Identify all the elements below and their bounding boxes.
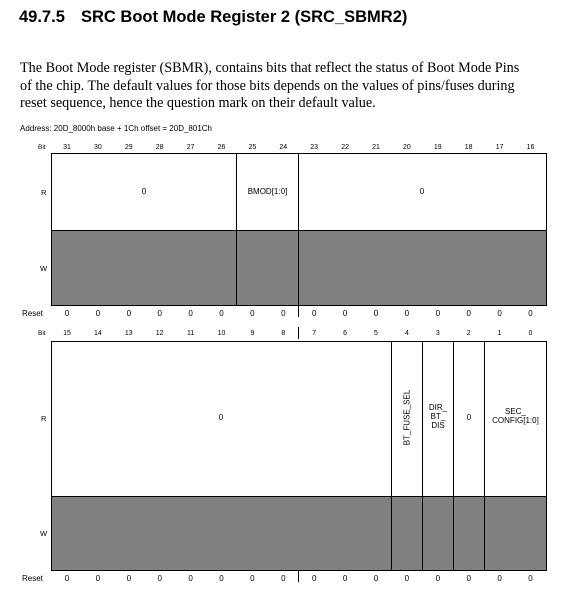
reset-value: 0 xyxy=(497,309,502,318)
sec-config-line: CONFIG[1:0] xyxy=(492,416,539,425)
section-heading xyxy=(19,8,407,27)
bit-number: 0 xyxy=(528,330,533,337)
write-dir-bt-dis xyxy=(422,496,454,571)
bit-number: 18 xyxy=(464,144,473,151)
reset-value: 0 xyxy=(95,309,101,318)
reserved-value: 0 xyxy=(218,413,224,422)
bit-number: 30 xyxy=(93,144,102,151)
sec-config-label xyxy=(484,407,547,425)
reset-value: 0 xyxy=(311,309,317,318)
reset-value: 0 xyxy=(157,574,162,583)
bit-number: 21 xyxy=(372,144,380,151)
dir-bt-dis-line: BT_ xyxy=(430,412,446,421)
reset-value: 0 xyxy=(64,309,70,318)
reserved-value: 0 xyxy=(141,187,147,196)
bit-row-label: Bit xyxy=(38,330,46,337)
register-address: Address: 20D_8000h base + 1Ch offset = 20D_801Ch xyxy=(20,124,212,133)
half-divider-tick xyxy=(298,570,299,582)
dir-bt-dis-line: DIR_ xyxy=(428,403,448,412)
bit-row-label: Bit xyxy=(38,144,46,151)
reset-value: 0 xyxy=(250,574,255,583)
bit-number: 3 xyxy=(435,330,440,337)
reset-value: 0 xyxy=(466,309,471,318)
bit-number: 11 xyxy=(186,330,195,337)
bit-number: 4 xyxy=(404,330,409,337)
description-line: of the chip. The default values for those bits depends on the values of pins/fuses during xyxy=(20,77,515,94)
bit-number: 14 xyxy=(93,330,102,337)
reset-row-label: Reset xyxy=(22,574,43,583)
reserved-value: 0 xyxy=(466,413,472,422)
bit-number: 22 xyxy=(341,144,349,151)
write-bt-fuse-sel xyxy=(391,496,423,571)
bit-number: 2 xyxy=(466,330,471,337)
reset-value: 0 xyxy=(95,574,101,583)
write-reserved-31-26 xyxy=(51,230,237,306)
write-sec-config xyxy=(484,496,547,571)
reset-value: 0 xyxy=(497,574,502,583)
bit-number: 6 xyxy=(343,330,348,337)
write-row-label: W xyxy=(40,529,48,538)
reset-value: 0 xyxy=(311,574,317,583)
reset-value: 0 xyxy=(404,574,410,583)
reset-value: 0 xyxy=(528,309,533,318)
bit-number: 12 xyxy=(155,330,164,337)
bit-number: 16 xyxy=(526,144,535,151)
description-line: The Boot Mode register (SBMR), contains bits that reflect the status of Boot Mode Pins xyxy=(20,60,520,76)
dir-bt-dis-line: DIS xyxy=(431,421,445,430)
description-paragraph xyxy=(20,60,550,113)
bit-number: 5 xyxy=(374,330,378,337)
reset-value: 0 xyxy=(435,309,441,318)
reset-value: 0 xyxy=(404,309,410,318)
reset-value: 0 xyxy=(281,309,286,318)
reset-value: 0 xyxy=(342,309,348,318)
read-row-label: R xyxy=(41,188,47,197)
bit-number: 29 xyxy=(124,144,133,151)
reset-value: 0 xyxy=(219,574,224,583)
reset-value: 0 xyxy=(64,574,70,583)
half-divider-tick xyxy=(298,327,299,339)
reset-value: 0 xyxy=(373,574,379,583)
section-number: 49.7.5 xyxy=(19,8,65,26)
reset-value: 0 xyxy=(188,309,193,318)
bit-number: 1 xyxy=(497,330,502,337)
bit-number: 24 xyxy=(279,144,288,151)
bit-number: 25 xyxy=(248,144,257,151)
bit-number: 26 xyxy=(217,144,226,151)
bit-number: 17 xyxy=(495,144,504,151)
bit-number: 27 xyxy=(186,144,195,151)
bit-number: 23 xyxy=(310,144,319,151)
description-line: reset sequence, hence the question mark on their default value. xyxy=(20,95,376,111)
read-row-label: R xyxy=(41,414,47,423)
bit-number: 8 xyxy=(281,330,286,337)
write-bmod xyxy=(236,230,299,306)
bit-number: 20 xyxy=(402,144,411,151)
reserved-value: 0 xyxy=(419,187,425,196)
reset-value: 0 xyxy=(250,309,255,318)
section-title: SRC Boot Mode Register 2 (SRC_SBMR2) xyxy=(81,8,408,26)
reset-value: 0 xyxy=(219,309,224,318)
bit-number: 13 xyxy=(124,330,133,337)
bmod-label: BMOD[1:0] xyxy=(247,187,288,196)
sec-config-line: SEC_ xyxy=(505,407,526,416)
bit-number: 28 xyxy=(155,144,164,151)
reset-value: 0 xyxy=(281,574,286,583)
reset-row-label: Reset xyxy=(22,309,43,318)
bit-number: 10 xyxy=(217,330,226,337)
bit-number: 7 xyxy=(312,330,317,337)
half-divider-tick xyxy=(298,305,299,317)
bit-number: 19 xyxy=(433,144,442,151)
bit-number: 15 xyxy=(63,330,71,337)
write-reserved-bit2 xyxy=(453,496,485,571)
bit-number: 31 xyxy=(63,144,71,151)
reset-value: 0 xyxy=(528,574,533,583)
reset-value: 0 xyxy=(188,574,193,583)
dir-bt-dis-label xyxy=(422,403,454,430)
write-reserved-23-16 xyxy=(298,230,547,306)
bt-fuse-sel-label: BT_FUSE_SEL xyxy=(402,389,412,446)
reset-value: 0 xyxy=(466,574,471,583)
reset-value: 0 xyxy=(373,309,379,318)
reset-value: 0 xyxy=(342,574,348,583)
bit-number: 9 xyxy=(250,330,255,337)
reset-value: 0 xyxy=(126,574,132,583)
reset-value: 0 xyxy=(126,309,132,318)
write-row-label: W xyxy=(40,264,48,273)
reset-value: 0 xyxy=(157,309,162,318)
write-reserved-15-5 xyxy=(51,496,392,571)
reset-value: 0 xyxy=(435,574,441,583)
